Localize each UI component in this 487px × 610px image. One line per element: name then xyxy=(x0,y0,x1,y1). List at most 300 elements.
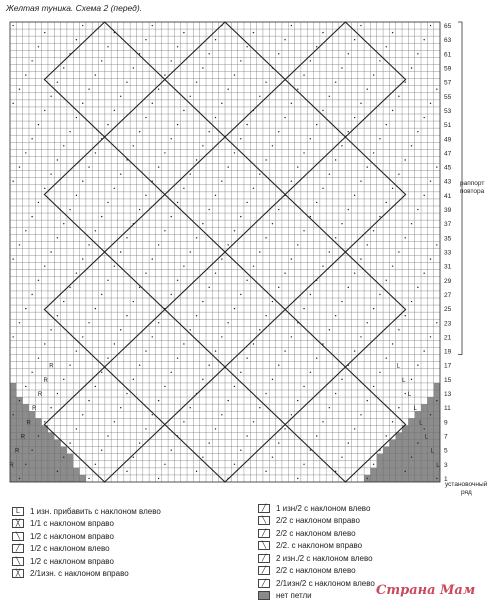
row-number: 65 xyxy=(444,23,452,31)
row-number: 31 xyxy=(444,263,452,271)
purl-dot xyxy=(411,379,412,380)
purl-dot xyxy=(31,138,32,139)
edge-marker-right: R xyxy=(32,406,37,413)
purl-dot xyxy=(297,244,298,245)
purl-dot xyxy=(88,244,89,245)
purl-dot xyxy=(44,110,45,111)
purl-dot xyxy=(423,428,424,429)
purl-dot xyxy=(348,442,349,443)
purl-dot xyxy=(50,96,51,97)
purl-dot xyxy=(398,96,399,97)
purl-dot xyxy=(398,251,399,252)
legend-label: 1 изн/2 с наклоном влево xyxy=(276,503,371,513)
cross-2-1-purl-left-icon: ╱ xyxy=(258,579,270,588)
row-number: 25 xyxy=(444,306,452,314)
purl-dot xyxy=(171,138,172,139)
purl-dot xyxy=(392,32,393,33)
purl-dot xyxy=(360,336,361,337)
legend-label: 2/2 с наклоном влево xyxy=(276,528,356,538)
purl-dot xyxy=(221,336,222,337)
purl-dot xyxy=(329,329,330,330)
purl-dot xyxy=(38,280,39,281)
purl-dot xyxy=(303,74,304,75)
purl-dot xyxy=(133,145,134,146)
purl-dot xyxy=(12,336,13,337)
row-number: 33 xyxy=(444,249,452,257)
purl-dot xyxy=(329,173,330,174)
row-number: 3 xyxy=(444,461,448,469)
purl-dot xyxy=(379,60,380,61)
purl-dot xyxy=(145,350,146,351)
no-stitch-cells-right xyxy=(434,383,440,390)
purl-dot xyxy=(12,258,13,259)
purl-dot xyxy=(177,46,178,47)
purl-dot xyxy=(284,195,285,196)
row-number: 55 xyxy=(444,93,452,101)
purl-dot xyxy=(417,442,418,443)
purl-dot xyxy=(158,166,159,167)
purl-dot xyxy=(25,152,26,153)
purl-dot xyxy=(31,294,32,295)
purl-dot xyxy=(386,124,387,125)
purl-dot xyxy=(38,435,39,436)
purl-dot xyxy=(240,216,241,217)
purl-dot xyxy=(76,195,77,196)
purl-dot xyxy=(360,181,361,182)
purl-dot xyxy=(430,414,431,415)
purl-dot xyxy=(316,124,317,125)
row-number: 37 xyxy=(444,221,452,229)
purl-dot xyxy=(196,237,197,238)
purl-dot xyxy=(329,96,330,97)
purl-dot xyxy=(259,173,260,174)
purl-dot xyxy=(82,258,83,259)
purl-dot xyxy=(12,103,13,104)
row-number: 21 xyxy=(444,334,452,342)
purl-dot xyxy=(69,209,70,210)
purl-dot xyxy=(272,223,273,224)
purl-dot xyxy=(57,471,58,472)
purl-dot xyxy=(202,457,203,458)
purl-dot xyxy=(367,89,368,90)
purl-dot xyxy=(291,336,292,337)
cross-2-2-left-icon: ╱ xyxy=(258,529,270,538)
row-number: 11 xyxy=(444,405,451,413)
purl-dot xyxy=(392,421,393,422)
purl-dot xyxy=(76,428,77,429)
purl-dot xyxy=(423,273,424,274)
purl-dot xyxy=(272,457,273,458)
purl-dot xyxy=(183,343,184,344)
purl-dot xyxy=(354,39,355,40)
purl-dot xyxy=(322,110,323,111)
purl-dot xyxy=(215,117,216,118)
purl-dot xyxy=(171,60,172,61)
row-number: 5 xyxy=(444,447,448,455)
purl-dot xyxy=(379,449,380,450)
purl-dot xyxy=(12,414,13,415)
legend-item xyxy=(258,590,375,603)
row-number: 39 xyxy=(444,207,452,215)
purl-dot xyxy=(31,372,32,373)
purl-dot xyxy=(38,357,39,358)
purl-dot xyxy=(12,181,13,182)
purl-dot xyxy=(69,131,70,132)
purl-dot xyxy=(246,280,247,281)
legend-left xyxy=(12,505,161,580)
purl-dot xyxy=(50,407,51,408)
purl-dot xyxy=(322,32,323,33)
purl-dot xyxy=(95,308,96,309)
no-stitch-cells-right xyxy=(408,418,440,425)
purl-dot xyxy=(82,103,83,104)
purl-dot xyxy=(133,223,134,224)
purl-dot xyxy=(430,25,431,26)
purl-dot xyxy=(398,173,399,174)
purl-dot xyxy=(50,329,51,330)
purl-dot xyxy=(152,103,153,104)
purl-dot xyxy=(145,273,146,274)
purl-dot xyxy=(265,159,266,160)
purl-dot xyxy=(411,67,412,68)
purl-dot xyxy=(158,322,159,323)
purl-dot xyxy=(253,188,254,189)
purl-dot xyxy=(379,372,380,373)
purl-dot xyxy=(38,46,39,47)
purl-dot xyxy=(360,414,361,415)
purl-dot xyxy=(95,464,96,465)
purl-dot xyxy=(246,46,247,47)
purl-dot xyxy=(392,188,393,189)
purl-dot xyxy=(278,365,279,366)
purl-dot xyxy=(95,74,96,75)
purl-dot xyxy=(316,357,317,358)
purl-dot xyxy=(145,195,146,196)
purl-dot xyxy=(386,46,387,47)
purl-dot xyxy=(25,74,26,75)
purl-dot xyxy=(405,81,406,82)
purl-dot xyxy=(221,258,222,259)
purl-dot xyxy=(329,407,330,408)
purl-dot xyxy=(145,428,146,429)
purl-dot xyxy=(272,379,273,380)
purl-dot xyxy=(278,53,279,54)
purl-dot xyxy=(76,350,77,351)
purl-dot xyxy=(405,315,406,316)
purl-dot xyxy=(190,96,191,97)
edge-marker-right: R xyxy=(15,448,20,455)
purl-dot xyxy=(202,145,203,146)
purl-dot xyxy=(246,124,247,125)
purl-dot xyxy=(221,25,222,26)
legend-item xyxy=(12,543,161,556)
purl-dot xyxy=(25,230,26,231)
purl-dot xyxy=(190,251,191,252)
purl-dot xyxy=(82,336,83,337)
purl-dot xyxy=(158,478,159,479)
purl-dot xyxy=(215,195,216,196)
purl-dot xyxy=(303,152,304,153)
purl-dot xyxy=(190,407,191,408)
purl-dot xyxy=(284,117,285,118)
legend-label: 1/2 с наклоном вправо xyxy=(30,556,114,566)
row-number: 29 xyxy=(444,277,452,285)
purl-dot xyxy=(50,251,51,252)
purl-dot xyxy=(297,89,298,90)
row-number: 35 xyxy=(444,235,452,243)
purl-dot xyxy=(215,428,216,429)
legend-label: 2/2 с наклоном вправо xyxy=(276,516,360,526)
cross-1-2-left-icon: ╱ xyxy=(12,544,24,553)
no-stitch-icon xyxy=(258,591,270,600)
row-number: 51 xyxy=(444,122,452,130)
purl-dot xyxy=(63,301,64,302)
purl-dot xyxy=(19,322,20,323)
purl-dot xyxy=(291,181,292,182)
purl-dot xyxy=(341,145,342,146)
purl-dot xyxy=(139,131,140,132)
purl-dot xyxy=(164,74,165,75)
purl-dot xyxy=(411,457,412,458)
purl-dot xyxy=(221,414,222,415)
purl-dot xyxy=(38,202,39,203)
purl-dot xyxy=(107,357,108,358)
purl-dot xyxy=(107,46,108,47)
purl-dot xyxy=(265,393,266,394)
purl-dot xyxy=(126,81,127,82)
purl-dot xyxy=(152,414,153,415)
purl-dot xyxy=(44,188,45,189)
purl-dot xyxy=(19,89,20,90)
purl-dot xyxy=(221,103,222,104)
purl-dot xyxy=(171,372,172,373)
purl-dot xyxy=(335,315,336,316)
edge-marker-left: L xyxy=(424,434,429,441)
cable-diamond xyxy=(285,137,405,252)
purl-dot xyxy=(341,223,342,224)
purl-dot xyxy=(329,251,330,252)
purl-dot xyxy=(367,166,368,167)
purl-dot xyxy=(405,237,406,238)
row-number: 45 xyxy=(444,164,452,172)
purl-dot xyxy=(101,294,102,295)
purl-dot xyxy=(63,457,64,458)
purl-dot xyxy=(386,280,387,281)
purl-dot xyxy=(341,379,342,380)
purl-dot xyxy=(297,322,298,323)
purl-dot xyxy=(240,60,241,61)
repeat-label xyxy=(460,180,484,196)
cable-diamond xyxy=(285,252,405,367)
purl-dot xyxy=(69,53,70,54)
purl-dot xyxy=(164,230,165,231)
purl-dot xyxy=(114,32,115,33)
purl-dot xyxy=(259,407,260,408)
purl-dot xyxy=(265,315,266,316)
purl-dot xyxy=(177,357,178,358)
purl-dot xyxy=(291,414,292,415)
legend-item xyxy=(258,540,375,553)
purl-dot xyxy=(436,89,437,90)
purl-dot xyxy=(297,478,298,479)
row-number: 1 xyxy=(444,475,448,483)
row-number: 9 xyxy=(444,419,448,427)
purl-dot xyxy=(234,386,235,387)
purl-dot xyxy=(348,209,349,210)
row-number: 7 xyxy=(444,433,448,441)
purl-dot xyxy=(44,32,45,33)
purl-dot xyxy=(177,435,178,436)
repeat-label-line-1: раппорт xyxy=(460,180,485,187)
purl-dot xyxy=(63,223,64,224)
purl-dot xyxy=(386,202,387,203)
no-stitch-cells-right xyxy=(396,432,440,439)
purl-dot xyxy=(183,265,184,266)
purl-dot xyxy=(95,152,96,153)
purl-dot xyxy=(202,379,203,380)
purl-dot xyxy=(88,478,89,479)
purl-dot xyxy=(88,400,89,401)
purl-dot xyxy=(38,124,39,125)
legend-item xyxy=(12,505,161,518)
purl-dot xyxy=(348,287,349,288)
purl-dot xyxy=(227,478,228,479)
legend-right xyxy=(258,502,375,602)
purl-dot xyxy=(114,188,115,189)
purl-dot xyxy=(215,39,216,40)
purl-dot xyxy=(367,478,368,479)
purl-dot xyxy=(114,110,115,111)
edge-marker-left: L xyxy=(402,377,406,384)
purl-dot xyxy=(253,32,254,33)
purl-dot xyxy=(430,258,431,259)
purl-dot xyxy=(379,216,380,217)
purl-dot xyxy=(423,195,424,196)
purl-dot xyxy=(139,287,140,288)
purl-dot xyxy=(152,258,153,259)
purl-dot xyxy=(310,294,311,295)
row-number: 63 xyxy=(444,37,452,45)
purl-dot xyxy=(310,449,311,450)
purl-dot xyxy=(341,457,342,458)
purl-dot xyxy=(183,32,184,33)
legend-label: 2/1изн/2 с наклоном влево xyxy=(276,578,375,588)
purl-dot xyxy=(171,294,172,295)
purl-dot xyxy=(240,294,241,295)
purl-dot xyxy=(164,308,165,309)
purl-dot xyxy=(126,393,127,394)
purl-dot xyxy=(12,25,13,26)
purl-dot xyxy=(284,273,285,274)
purl-dot xyxy=(95,386,96,387)
purl-dot xyxy=(436,166,437,167)
purl-dot xyxy=(253,421,254,422)
cable-diamond xyxy=(285,22,405,137)
no-stitch-cells-left xyxy=(10,404,29,411)
purl-dot xyxy=(120,407,121,408)
legend-label: 1/2 с наклоном влево xyxy=(30,544,110,554)
legend-label: 2/2 с наклоном влево xyxy=(276,566,356,576)
purl-dot xyxy=(436,400,437,401)
purl-dot xyxy=(240,449,241,450)
purl-dot xyxy=(411,223,412,224)
purl-dot xyxy=(76,117,77,118)
purl-dot xyxy=(120,96,121,97)
purl-dot xyxy=(234,230,235,231)
cable-diamond xyxy=(44,252,164,367)
purl-dot xyxy=(101,138,102,139)
purl-dot xyxy=(259,251,260,252)
purl-dot xyxy=(373,230,374,231)
legend-item xyxy=(12,555,161,568)
purl-dot xyxy=(139,442,140,443)
purl-dot xyxy=(284,39,285,40)
purl-dot xyxy=(57,237,58,238)
legend-item xyxy=(258,552,375,565)
row-number: 49 xyxy=(444,136,452,144)
purl-dot xyxy=(367,244,368,245)
purl-dot xyxy=(341,301,342,302)
purl-dot xyxy=(360,25,361,26)
purl-dot xyxy=(253,265,254,266)
row-number: 41 xyxy=(444,192,452,200)
purl-dot xyxy=(57,159,58,160)
purl-dot xyxy=(183,110,184,111)
purl-dot xyxy=(152,181,153,182)
purl-dot xyxy=(196,471,197,472)
purl-dot xyxy=(190,173,191,174)
purl-dot xyxy=(354,117,355,118)
legend-item xyxy=(12,530,161,543)
purl-dot xyxy=(88,322,89,323)
legend-label: 2/1изн. с наклоном вправо xyxy=(30,569,129,579)
purl-dot xyxy=(177,124,178,125)
purl-dot xyxy=(31,216,32,217)
purl-dot xyxy=(373,152,374,153)
purl-dot xyxy=(82,181,83,182)
purl-dot xyxy=(120,329,121,330)
purl-dot xyxy=(303,308,304,309)
purl-dot xyxy=(322,188,323,189)
row-number: 15 xyxy=(444,376,452,384)
purl-dot xyxy=(139,365,140,366)
purl-dot xyxy=(183,421,184,422)
legend-item xyxy=(258,527,375,540)
purl-dot xyxy=(171,449,172,450)
purl-dot xyxy=(158,244,159,245)
purl-dot xyxy=(278,131,279,132)
purl-dot xyxy=(423,350,424,351)
legend-label: 2 изн./2 с наклоном влево xyxy=(276,553,373,563)
purl-dot xyxy=(63,67,64,68)
purl-dot xyxy=(348,365,349,366)
purl-dot xyxy=(19,400,20,401)
purl-dot xyxy=(272,145,273,146)
purl-dot xyxy=(88,89,89,90)
row-number: 23 xyxy=(444,320,452,328)
purl-dot xyxy=(335,237,336,238)
purl-dot xyxy=(278,209,279,210)
purl-dot xyxy=(164,464,165,465)
purl-dot xyxy=(246,357,247,358)
setup-row-label xyxy=(445,481,487,497)
purl-dot xyxy=(272,67,273,68)
legend-label: нет петли xyxy=(276,591,312,601)
purl-dot xyxy=(114,421,115,422)
purl-dot xyxy=(417,53,418,54)
edge-marker-left: L xyxy=(419,420,423,427)
edge-marker-left: L xyxy=(430,448,434,455)
